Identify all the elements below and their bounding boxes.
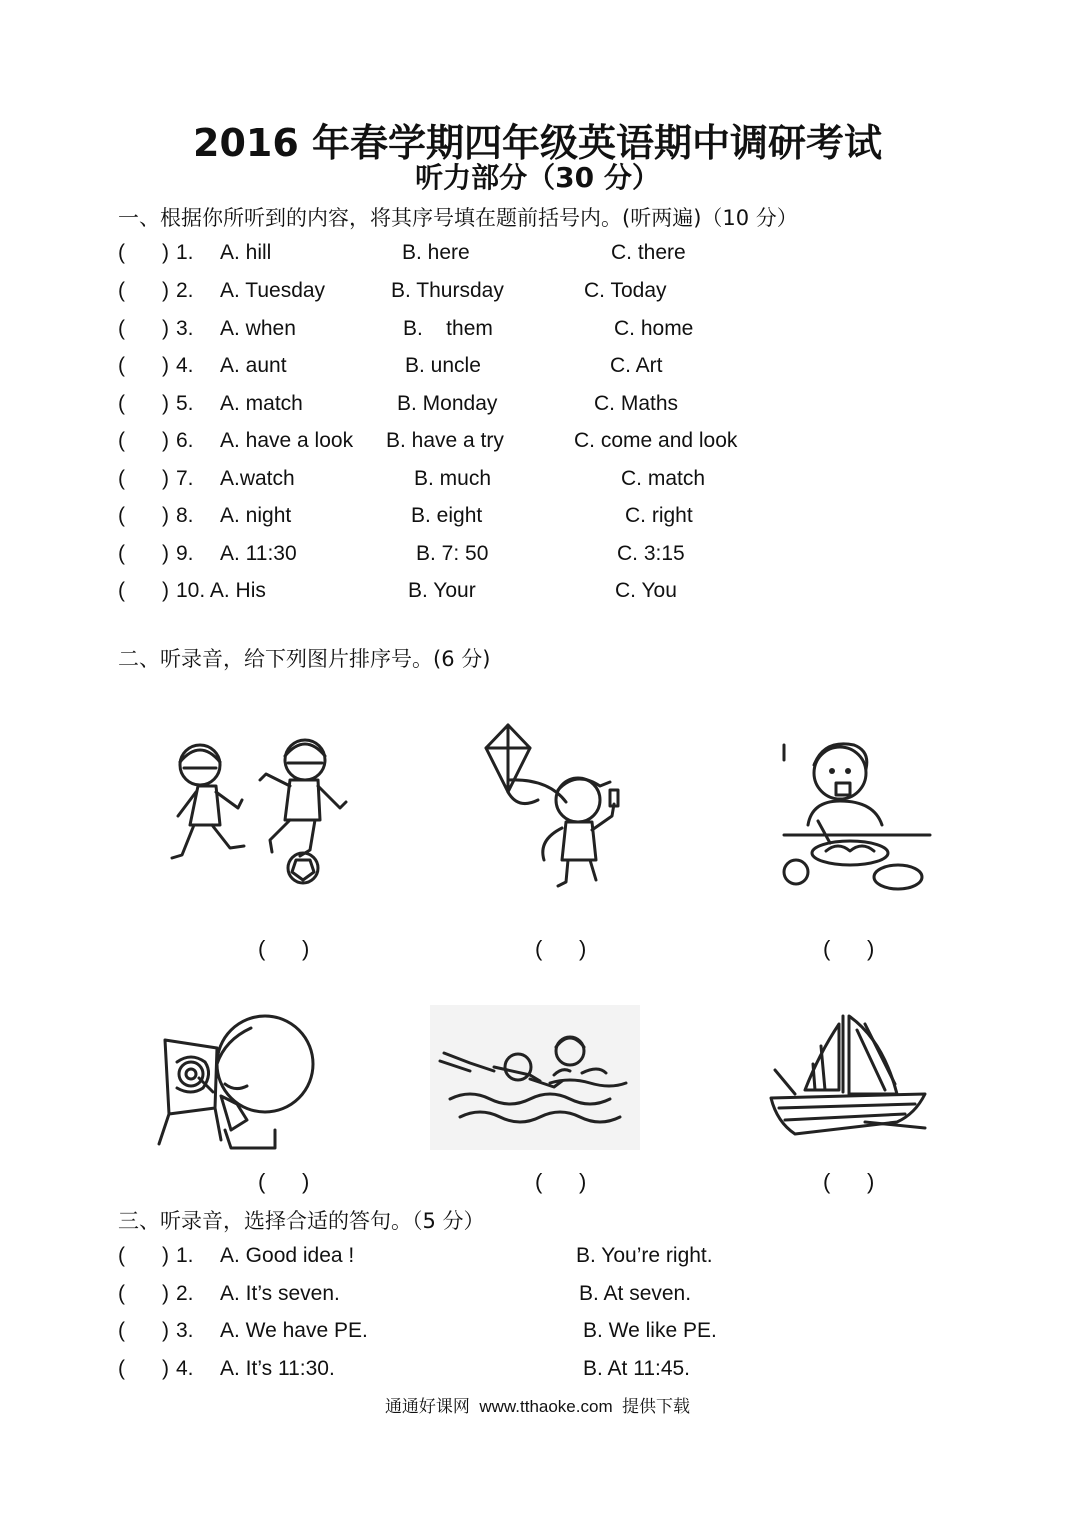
option-b: B. At seven. (579, 1282, 692, 1305)
option-b: B. eight (411, 504, 483, 527)
answer-paren-close: ) (162, 354, 169, 377)
item-number: 4. (176, 1357, 194, 1380)
answer-paren-open: ( (118, 1244, 125, 1267)
answer-paren-close: ) (162, 241, 169, 264)
option-b: B. them (403, 317, 493, 340)
answer-paren-open: ( (118, 1357, 125, 1380)
answer-paren-close: ) (162, 1244, 169, 1267)
answer-paren-close: ) (162, 504, 169, 527)
item-number: 9. (176, 542, 194, 565)
option-c: C. Maths (594, 392, 679, 415)
option-b: B. Thursday (391, 279, 504, 302)
option-a: A. night (220, 504, 292, 527)
picture-blank: ( ) (535, 1169, 587, 1194)
picture-blank: ( ) (258, 936, 310, 961)
option-b: B. We like PE. (583, 1319, 717, 1342)
answer-paren-open: ( (118, 317, 125, 340)
option-b: B. Your (408, 579, 476, 602)
answer-paren-close: ) (162, 279, 169, 302)
picture-blank: ( ) (258, 1169, 310, 1194)
option-c: C. there (611, 241, 686, 264)
option-b: B. Monday (397, 392, 498, 415)
answer-paren-close: ) (162, 467, 169, 490)
answer-paren-close: ) (162, 1357, 169, 1380)
section3-heading: 三、听录音，选择合适的答句。（5 分） (118, 1209, 485, 1233)
answer-paren-open: ( (118, 1319, 125, 1342)
answer-paren-open: ( (118, 279, 125, 302)
answer-paren-close: ) (162, 579, 169, 602)
item-number: 2. (176, 279, 194, 302)
option-a: A. Good idea ! (220, 1244, 355, 1267)
picture-blank: ( ) (535, 936, 587, 961)
option-a: A. hill (220, 241, 272, 264)
answer-paren-open: ( (118, 392, 125, 415)
option-b: B. have a try (386, 429, 504, 452)
item-number: 8. (176, 504, 194, 527)
answer-paren-close: ) (162, 392, 169, 415)
footer-text: 通通好课网 www.tthaoke.com 提供下载 (384, 1397, 691, 1416)
option-c: C. come and look (574, 429, 738, 452)
answer-paren-close: ) (162, 1282, 169, 1305)
option-c: C. Art (610, 354, 663, 377)
answer-paren-close: ) (162, 1319, 169, 1342)
page-subtitle: 听力部分（30 分） (415, 161, 660, 194)
option-a: A. It’s seven. (220, 1282, 340, 1305)
option-c: C. right (625, 504, 693, 527)
item-number: 2. (176, 1282, 194, 1305)
option-a: A. Tuesday (220, 279, 326, 302)
boy-painting-icon (155, 1012, 325, 1152)
answer-paren-open: ( (118, 354, 125, 377)
answer-paren-close: ) (162, 317, 169, 340)
answer-paren-open: ( (118, 429, 125, 452)
item-number: 7. (176, 467, 194, 490)
item-number: 5. (176, 392, 194, 415)
option-b: B. uncle (405, 354, 481, 377)
option-a: A.watch (220, 467, 295, 490)
answer-paren-open: ( (118, 241, 125, 264)
picture-blank: ( ) (823, 936, 875, 961)
option-c: C. match (621, 467, 706, 490)
children-swimming-icon (430, 1005, 640, 1150)
option-c: C. You (615, 579, 677, 602)
item-number: 1. (176, 241, 194, 264)
boy-flying-kite-icon (478, 720, 648, 890)
item-number: 10. A. His (176, 579, 266, 602)
option-a: A. match (220, 392, 303, 415)
sailboat-icon (765, 1010, 935, 1150)
option-c: C. Today (584, 279, 667, 302)
option-a: A. aunt (220, 354, 287, 377)
option-c: C. home (614, 317, 694, 340)
item-number: 4. (176, 354, 194, 377)
answer-paren-close: ) (162, 429, 169, 452)
section2-heading: 二、听录音，给下列图片排序号。(6 分) (118, 647, 491, 671)
item-number: 1. (176, 1244, 194, 1267)
boy-eating-icon (778, 735, 938, 895)
option-b: B. You’re right. (576, 1244, 713, 1267)
option-a: A. have a look (220, 429, 354, 452)
section1-heading: 一、根据你所听到的内容，将其序号填在题前括号内。(听两遍)（10 分） (118, 206, 798, 230)
option-a: A. It’s 11:30. (220, 1357, 335, 1380)
answer-paren-open: ( (118, 542, 125, 565)
option-b: B. much (414, 467, 492, 490)
answer-paren-close: ) (162, 542, 169, 565)
option-b: B. here (402, 241, 470, 264)
answer-paren-open: ( (118, 467, 125, 490)
answer-paren-open: ( (118, 1282, 125, 1305)
item-number: 3. (176, 317, 194, 340)
option-a: A. 11:30 (220, 542, 297, 565)
page-title: 2016 年春学期四年级英语期中调研考试 (193, 121, 882, 165)
item-number: 6. (176, 429, 194, 452)
option-c: C. 3:15 (617, 542, 685, 565)
option-b: B. At 11:45. (583, 1357, 691, 1380)
option-a: A. We have PE. (220, 1319, 368, 1342)
option-a: A. when (220, 317, 296, 340)
answer-paren-open: ( (118, 504, 125, 527)
option-b: B. 7: 50 (416, 542, 489, 565)
picture-blank: ( ) (823, 1169, 875, 1194)
boys-playing-football-icon (160, 730, 360, 890)
answer-paren-open: ( (118, 579, 125, 602)
item-number: 3. (176, 1319, 194, 1342)
